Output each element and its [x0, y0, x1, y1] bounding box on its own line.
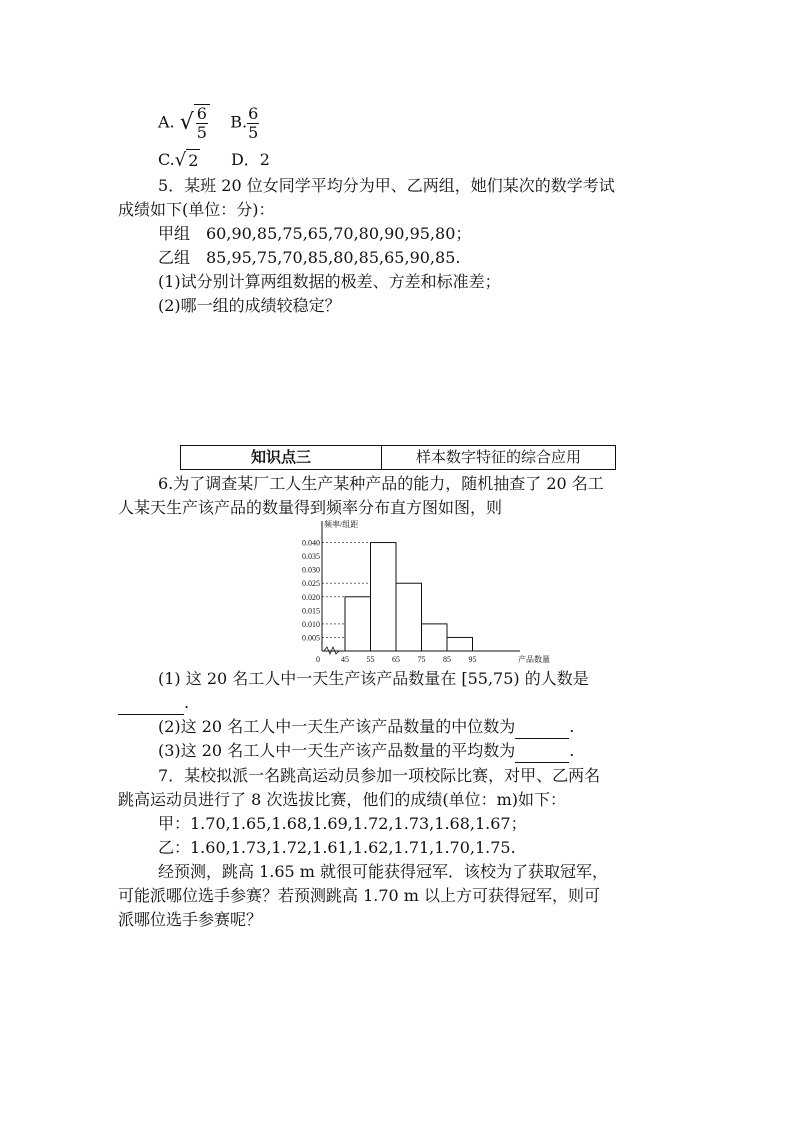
y-tick-label: 0.040: [302, 538, 320, 548]
q6-line1: 6.为了调查某厂工人生产某种产品的能力，随机抽查了 20 名工: [158, 474, 604, 493]
x-tick-label: 65: [392, 655, 400, 664]
q6-sub1: (1) 这 20 名工人中一天生产该产品数量在 [55,75) 的人数是: [158, 669, 589, 688]
option-a-radicand: [194, 104, 210, 142]
sqrt-symbol: √: [179, 110, 194, 135]
x-tick-label: 0: [316, 655, 320, 664]
y-tick-label: 0.010: [302, 619, 320, 629]
x-axis-label: 产品数量: [518, 655, 550, 664]
q6-sub1-blank[interactable]: [118, 692, 184, 715]
q6-sub3: (3)这 20 名工人中一天生产该产品数量的平均数为: [158, 741, 516, 760]
q6-sub3-blank[interactable]: [515, 740, 569, 763]
q6-sub2: (2)这 20 名工人中一天生产该产品数量的中位数为: [158, 717, 516, 736]
q5-line1: 5．某班 20 位女同学平均分为甲、乙两组，她们某次的数学考试: [158, 176, 615, 195]
q7-yi: 乙：1.60,1.73,1.72,1.61,1.62,1.71,1.70,1.75.: [158, 838, 516, 857]
q6-sub1-period: .: [184, 693, 190, 712]
q5-sub1: (1)试分别计算两组数据的极差、方差和标准差；: [158, 272, 501, 291]
x-tick-label: 85: [443, 655, 451, 664]
option-c-d-row: [158, 149, 270, 172]
option-a-denominator: 5: [196, 123, 207, 142]
frequency-histogram: [284, 519, 554, 665]
q6-sub2-row: [158, 716, 574, 739]
option-a-b-row: [158, 104, 259, 142]
q5-group-a: 甲组 60,90,85,75,65,70,80,90,95,80；: [158, 224, 472, 243]
q6-sub3-row: [158, 740, 574, 763]
option-b-numerator: 6: [248, 103, 259, 123]
option-c-radicand: 2: [188, 151, 199, 170]
y-axis-label: 频率/组距: [324, 520, 359, 529]
option-b-denominator: 5: [248, 122, 259, 142]
q7-line2: 跳高运动员进行了 8 次选拔比赛，他们的成绩(单位：m)如下：: [118, 790, 567, 809]
q5-group-b: 乙组 85,95,75,70,85,80,85,65,90,85.: [158, 248, 461, 267]
x-tick-label: 95: [468, 655, 477, 664]
y-tick-label: 0.015: [302, 606, 320, 616]
histogram-bar: [422, 624, 448, 651]
q6-sub3-period: .: [569, 741, 575, 760]
section-title: 知识点三: [181, 446, 382, 469]
option-d-label: D．2: [230, 150, 270, 169]
option-a-numerator: 6: [196, 104, 207, 123]
section-subtitle: 样本数字特征的综合应用: [415, 448, 581, 466]
histogram-bar: [396, 583, 422, 651]
y-tick-label: 0.005: [302, 633, 320, 643]
q6-sub2-period: .: [569, 717, 575, 736]
option-c-label: C.: [158, 150, 175, 169]
sqrt-symbol: √: [174, 149, 187, 171]
y-tick-label: 0.020: [302, 592, 320, 602]
q7-line7: 派哪位选手参赛呢？: [118, 910, 263, 929]
q7-line5: 经预测，跳高 1.65 m 就很可能获得冠军．该校为了获取冠军，: [158, 862, 609, 881]
q6-line2: 人某天生产该产品的数量得到频率分布直方图如图，则: [118, 498, 503, 517]
y-tick-label: 0.030: [302, 565, 320, 575]
q7-line1: 7．某校拟派一名跳高运动员参加一项校际比赛，对甲、乙两名: [158, 766, 601, 785]
q5-line2: 成绩如下(单位：分)：: [118, 200, 275, 219]
q7-jia: 甲：1.70,1.65,1.68,1.69,1.72,1.73,1.68,1.67；: [158, 814, 527, 833]
q6-sub2-blank[interactable]: [515, 716, 569, 739]
x-tick-label: 75: [417, 655, 426, 664]
y-tick-label: 0.035: [302, 552, 320, 562]
q7-line6: 可能派哪位选手参赛？若预测跳高 1.70 m 以上方可获得冠军，则可: [118, 886, 601, 905]
x-tick-label: 55: [366, 655, 375, 664]
q5-sub2: (2)哪一组的成绩较稳定？: [158, 296, 341, 315]
histogram-bar: [345, 597, 371, 651]
y-tick-label: 0.025: [302, 579, 320, 589]
histogram-bar: [447, 637, 473, 651]
histogram-bar: [371, 543, 397, 651]
option-a-label: A.: [158, 112, 175, 132]
section-header: [180, 445, 616, 470]
q6-sub1-answer-row: [118, 692, 189, 715]
option-b-label: B.: [230, 112, 248, 132]
x-tick-label: 45: [341, 655, 349, 664]
